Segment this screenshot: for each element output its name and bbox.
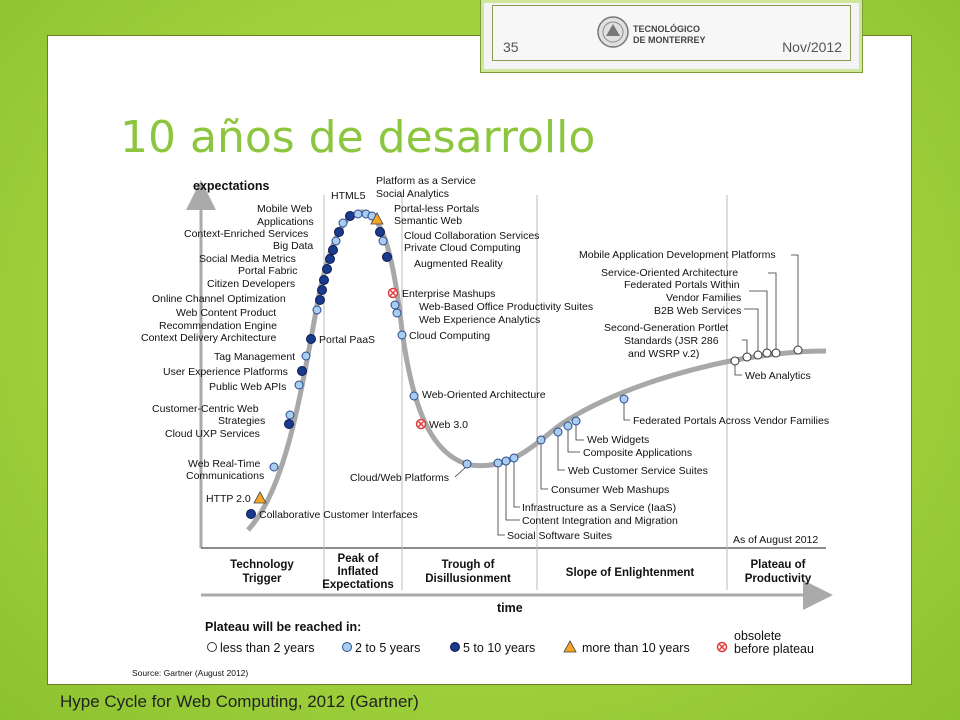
label-service-oriented-architecture: Service-Oriented Architecture [601, 267, 739, 279]
label-context-enriched-services: Context-Enriched Services [184, 228, 309, 240]
label-portal-paas: Portal PaaS [319, 334, 376, 346]
y-axis-label: expectations [193, 179, 270, 193]
label-context-delivery-architecture: Context Delivery Architecture [141, 332, 277, 344]
label-second-generation-portlet-2: Standards (JSR 286 [624, 335, 719, 347]
label-customer-centric-1: Customer-Centric Web [152, 403, 259, 415]
legend-marker-2-to-5 [343, 643, 352, 652]
label-web-oriented-architecture: Web-Oriented Architecture [422, 389, 546, 401]
legend-marker-more-than-10 [564, 641, 576, 652]
marker-web-experience-analytics [393, 309, 401, 317]
marker-web-real-time-communications [270, 463, 278, 471]
marker-second-generation-portlet-standards [743, 353, 751, 361]
label-social-media-metrics: Social Media Metrics [199, 253, 296, 265]
marker-portal-fabric [326, 255, 335, 264]
as-of-date: As of August 2012 [733, 534, 819, 546]
marker-mobile-application-development-platforms [794, 346, 802, 354]
marker-tag-management [302, 352, 310, 360]
label-citizen-developers: Citizen Developers [207, 278, 296, 290]
marker-big-data [332, 237, 340, 245]
label-cloud-computing: Cloud Computing [409, 330, 491, 342]
legend-marker-5-to-10 [451, 643, 460, 652]
marker-social-software-suites [494, 459, 502, 467]
marker-b2b-web-services [754, 351, 762, 359]
label-web-based-office-productivity-suites: Web-Based Office Productivity Suites [419, 301, 594, 313]
marker-portal-paas [307, 335, 316, 344]
logo-line2: DE MONTERREY [633, 35, 706, 45]
label-mobile-application-development-platforms: Mobile Application Development Platforms [579, 249, 776, 261]
logo-line1: TECNOLÓGICO [633, 24, 700, 34]
marker-platform-as-a-service [354, 210, 362, 218]
marker-web-based-office-productivity-suites [391, 301, 399, 309]
label-tag-management: Tag Management [214, 351, 296, 363]
marker-user-experience-platforms [298, 367, 307, 376]
marker-cloud-uxp-services [285, 420, 294, 429]
label-web-content-product: Web Content Product [176, 307, 277, 319]
marker-customer-centric-web-strategies [286, 411, 294, 419]
marker-web-customer-service-suites [554, 428, 562, 436]
marker-cloud-computing [398, 331, 406, 339]
label-semantic-web: Semantic Web [394, 215, 463, 227]
source-note: Source: Gartner (August 2012) [132, 668, 249, 678]
marker-cloud-collaboration-services [376, 228, 385, 237]
label-federated-portals-within-1: Federated Portals Within [624, 279, 740, 291]
label-second-generation-portlet-3: and WSRP v.2) [628, 348, 700, 360]
marker-private-cloud-computing [379, 237, 387, 245]
marker-enterprise-mashups [389, 289, 398, 298]
marker-recommendation-engine [316, 296, 325, 305]
slide-title: 10 años de desarrollo [120, 112, 596, 163]
marker-federated-portals-within-vendor-families [763, 349, 771, 357]
label-collaborative-customer-interfaces: Collaborative Customer Interfaces [259, 509, 418, 521]
label-web-real-time-1: Web Real-Time [188, 458, 261, 470]
phase-technology-trigger: Technology Trigger [230, 559, 294, 585]
legend-obsolete-1: obsolete [734, 629, 782, 643]
legend [205, 620, 814, 656]
marker-public-web-apis [295, 381, 303, 389]
label-infrastructure-as-a-service: Infrastructure as a Service (IaaS) [522, 502, 677, 514]
legend-5-to-10: 5 to 10 years [463, 641, 536, 655]
marker-collaborative-customer-interfaces [247, 510, 256, 519]
label-platform-as-a-service: Platform as a Service [376, 175, 476, 187]
label-http-2: HTTP 2.0 [206, 493, 251, 505]
label-federated-portals-across-vendor-families: Federated Portals Across Vendor Families [633, 415, 830, 427]
tech-labels [141, 175, 829, 542]
label-web-analytics: Web Analytics [745, 370, 811, 382]
label-mobile-web-2: Applications [257, 216, 314, 228]
label-cloud-uxp-services: Cloud UXP Services [165, 428, 260, 440]
label-big-data: Big Data [273, 240, 314, 252]
marker-http-2 [254, 492, 266, 503]
label-private-cloud-computing: Private Cloud Computing [404, 242, 521, 254]
label-html5: HTML5 [331, 190, 366, 202]
label-recommendation-engine: Recommendation Engine [159, 320, 277, 332]
marker-social-media-metrics [329, 246, 338, 255]
label-online-channel-optimization: Online Channel Optimization [152, 293, 286, 305]
marker-web-content-product [318, 286, 327, 295]
marker-mobile-web-applications [339, 219, 347, 227]
legend-obsolete-2: before plateau [734, 642, 814, 656]
label-web-customer-service-suites: Web Customer Service Suites [568, 465, 708, 477]
marker-web-oriented-architecture [410, 392, 418, 400]
phase-peak-of-inflated-expectations: Peak of Inflated Expectations [322, 553, 394, 591]
marker-web-analytics [731, 357, 739, 365]
label-b2b-web-services: B2B Web Services [654, 305, 742, 317]
label-mobile-web-1: Mobile Web [257, 203, 313, 215]
phase-slope-of-enlightenment: Slope of Enlightenment [565, 567, 695, 579]
label-web-3-0: Web 3.0 [429, 419, 468, 431]
label-consumer-web-mashups: Consumer Web Mashups [551, 484, 670, 496]
legend-2-to-5: 2 to 5 years [355, 641, 421, 655]
legend-more-than-10: more than 10 years [582, 641, 690, 655]
legend-marker-less-than-2 [208, 643, 217, 652]
label-content-integration-and-migration: Content Integration and Migration [522, 515, 678, 527]
label-social-software-suites: Social Software Suites [507, 530, 613, 542]
marker-citizen-developers [323, 265, 332, 274]
marker-content-integration-and-migration [502, 457, 510, 465]
date-label: Nov/2012 [782, 39, 842, 55]
label-customer-centric-2: Strategies [218, 415, 266, 427]
marker-augmented-reality [383, 253, 392, 262]
page-number: 35 [503, 39, 519, 55]
label-second-generation-portlet-1: Second-Generation Portlet [604, 322, 729, 334]
label-web-widgets: Web Widgets [587, 434, 650, 446]
marker-infrastructure-as-a-service [510, 454, 518, 462]
label-portal-less-portals: Portal-less Portals [394, 203, 480, 215]
marker-html5 [346, 212, 355, 221]
legend-less-than-2: less than 2 years [220, 641, 315, 655]
phase-plateau-of-productivity: Plateau of Productivity [744, 559, 812, 585]
marker-cloud-web-platforms [463, 460, 471, 468]
marker-consumer-web-mashups [537, 436, 545, 444]
marker-context-delivery-architecture [313, 306, 321, 314]
label-federated-portals-within-2: Vendor Families [666, 292, 742, 304]
marker-service-oriented-architecture [772, 349, 780, 357]
marker-federated-portals-across-vendor-families [620, 395, 628, 403]
slide-caption: Hype Cycle for Web Computing, 2012 (Gartner) [60, 692, 419, 711]
x-axis-label: time [497, 601, 523, 615]
marker-web-widgets [572, 417, 580, 425]
marker-online-channel-optimization [320, 276, 329, 285]
label-social-analytics: Social Analytics [376, 188, 449, 200]
legend-title: Plateau will be reached in: [205, 620, 362, 634]
marker-context-enriched-services [335, 228, 344, 237]
label-public-web-apis: Public Web APIs [209, 381, 287, 393]
label-portal-fabric: Portal Fabric [238, 265, 298, 277]
label-composite-applications: Composite Applications [583, 447, 693, 459]
phase-labels [230, 553, 812, 591]
label-web-real-time-2: Communications [186, 470, 265, 482]
marker-composite-applications [564, 422, 572, 430]
label-cloud-web-platforms: Cloud/Web Platforms [350, 472, 450, 484]
label-augmented-reality: Augmented Reality [414, 258, 503, 270]
phase-trough-of-disillusionment: Trough of Disillusionment [425, 559, 511, 585]
marker-web-3-0 [417, 420, 426, 429]
label-enterprise-mashups: Enterprise Mashups [402, 288, 496, 300]
label-cloud-collaboration-services: Cloud Collaboration Services [404, 230, 540, 242]
label-web-experience-analytics: Web Experience Analytics [419, 314, 541, 326]
label-user-experience-platforms: User Experience Platforms [163, 366, 288, 378]
